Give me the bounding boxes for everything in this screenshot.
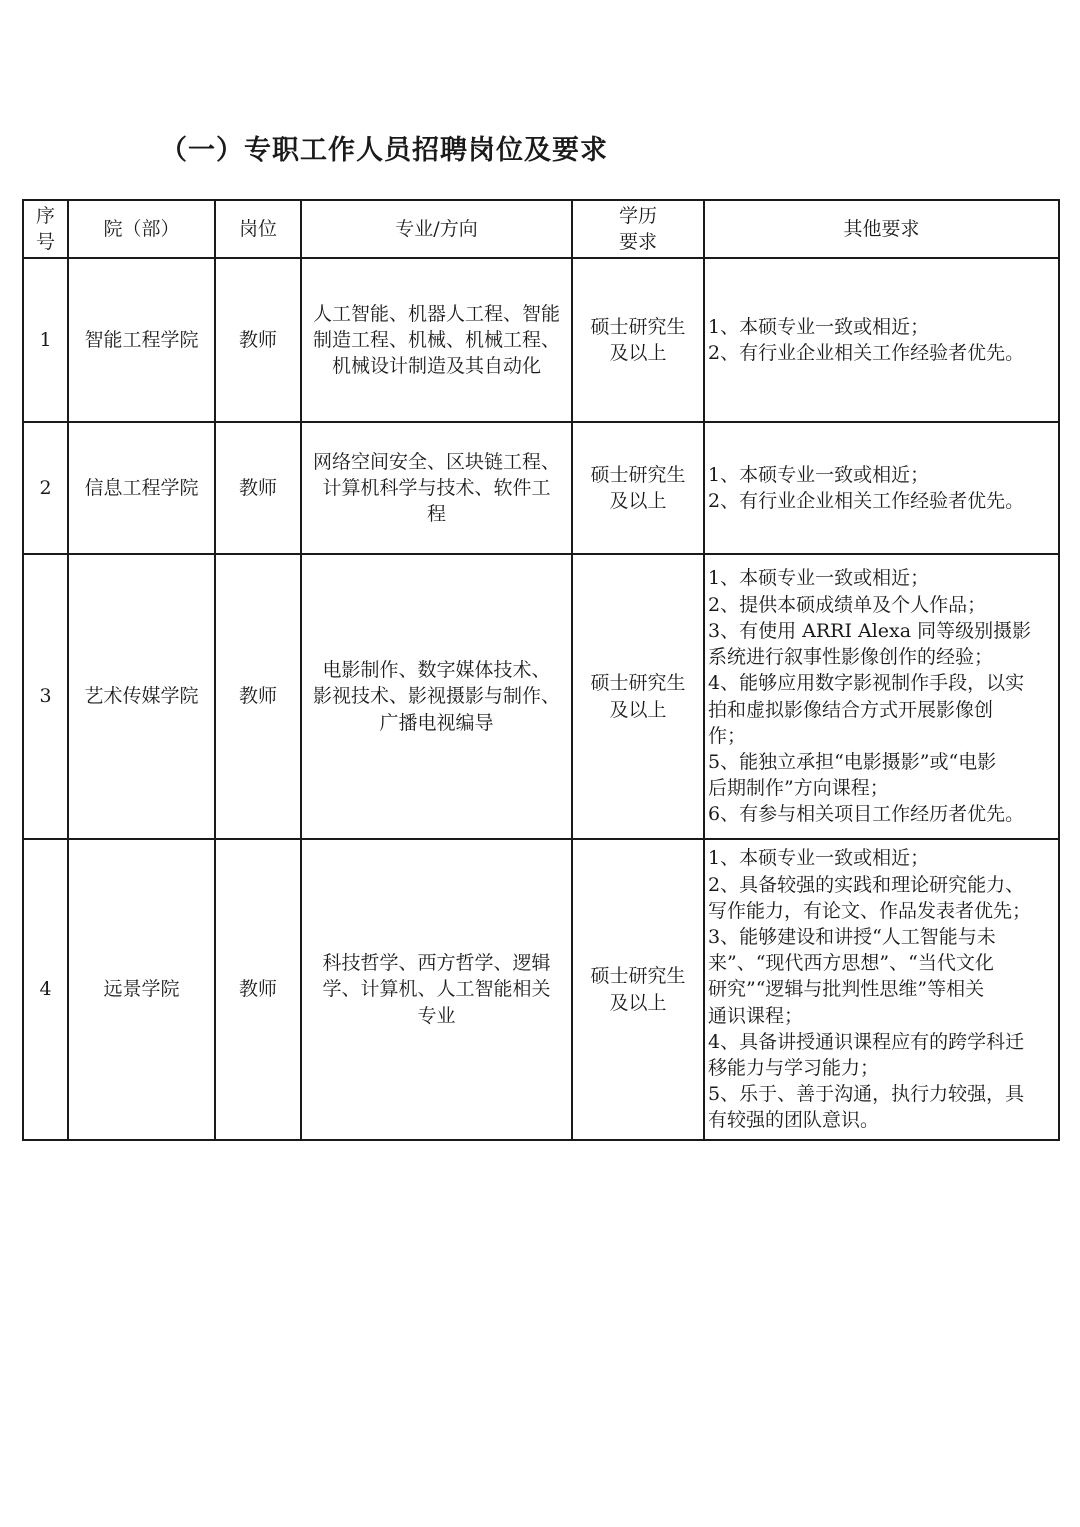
- cell-other-line: 1、本硕专业一致或相近；: [708, 847, 930, 870]
- cell-other-line: 3、有使用 ARRI Alexa 同等级别摄影: [708, 619, 1032, 642]
- cell-education-line: 及以上: [609, 342, 667, 364]
- cell-other-line: 写作能力，有论文、作品发表者优先；: [708, 899, 1032, 922]
- cell-other-line: 1、本硕专业一致或相近；: [708, 315, 930, 338]
- cell-major-line: 电影制作、数字媒体技术、: [322, 659, 551, 682]
- cell-other-line: 研究”“逻辑与批判性思维”等相关: [708, 978, 985, 1001]
- cell-seq: 3: [23, 554, 68, 839]
- cell-education-line: 硕士研究生: [590, 672, 686, 695]
- cell-other: [704, 839, 1059, 1140]
- cell-education-line: 硕士研究生: [590, 965, 686, 988]
- cell-education: [572, 422, 704, 554]
- cell-major-line: 人工智能、机器人工程、智能: [312, 302, 560, 325]
- cell-other-line: 有较强的团队意识。: [708, 1109, 880, 1132]
- cell-position: 教师: [215, 839, 301, 1140]
- cell-education-line: 及以上: [609, 698, 667, 721]
- cell-other-line: 2、有行业企业相关工作经验者优先。: [708, 490, 1025, 512]
- header-seq: 序 号: [23, 200, 68, 258]
- cell-dept: 智能工程学院: [68, 258, 215, 422]
- cell-education-line: 硕士研究生: [590, 463, 686, 486]
- cell-other-line: 5、能独立承担“电影摄影”或“电影: [708, 750, 997, 773]
- cell-position: 教师: [215, 258, 301, 422]
- cell-other-line: 1、本硕专业一致或相近；: [708, 463, 930, 486]
- cell-other-line: 来”、“现代西方思想”、“当代文化: [708, 952, 994, 975]
- cell-education-line: 及以上: [609, 490, 667, 512]
- cell-other-line: 2、具备较强的实践和理论研究能力、: [708, 873, 1025, 896]
- cell-seq: 1: [23, 258, 68, 422]
- section-title: （一）专职工作人员招聘岗位及要求: [160, 135, 608, 166]
- cell-dept: 艺术传媒学院: [68, 554, 215, 839]
- cell-other-line: 移能力与学习能力；: [708, 1057, 880, 1080]
- cell-other-line: 4、能够应用数字影视制作手段，以实: [708, 672, 1025, 695]
- cell-major-line: 程: [426, 503, 446, 526]
- header-education: 学历 要求: [572, 200, 704, 258]
- cell-other-line: 2、提供本硕成绩单及个人作品；: [708, 593, 987, 616]
- cell-dept: 信息工程学院: [68, 422, 215, 554]
- cell-major-line: 制造工程、机械、机械工程、: [312, 328, 560, 351]
- cell-other-line: 2、有行业企业相关工作经验者优先。: [708, 342, 1025, 364]
- cell-major-line: 网络空间安全、区块链工程、: [312, 450, 560, 473]
- cell-other: [704, 554, 1059, 839]
- cell-other-line: 3、能够建设和讲授“人工智能与未: [708, 925, 996, 948]
- cell-other-line: 5、乐于、善于沟通，执行力较强，具: [708, 1083, 1025, 1106]
- cell-other-line: 后期制作”方向课程；: [708, 777, 889, 800]
- table-row: [23, 839, 1059, 1140]
- cell-major: [301, 422, 572, 554]
- cell-education: [572, 554, 704, 839]
- cell-major: [301, 258, 572, 422]
- cell-other-line: 4、具备讲授通识课程应有的跨学科迁: [708, 1030, 1025, 1053]
- cell-education-line: 硕士研究生: [590, 315, 686, 338]
- cell-position: 教师: [215, 554, 301, 839]
- cell-education: [572, 258, 704, 422]
- table-row: [23, 258, 1059, 422]
- header-major: 专业/方向: [301, 200, 572, 258]
- cell-education: [572, 839, 704, 1140]
- cell-education-line: 及以上: [609, 991, 667, 1014]
- cell-major-line: 学、计算机、人工智能相关: [322, 978, 551, 1001]
- header-row: [23, 200, 1059, 258]
- cell-other-line: 1、本硕专业一致或相近；: [708, 567, 930, 590]
- cell-other-line: 6、有参与相关项目工作经历者优先。: [708, 803, 1025, 826]
- cell-seq: 2: [23, 422, 68, 554]
- cell-other-line: 拍和虚拟影像结合方式开展影像创: [708, 698, 994, 721]
- cell-major-line: 科技哲学、西方哲学、逻辑: [322, 952, 551, 975]
- cell-other-line: 通识课程；: [708, 1004, 804, 1027]
- table-row: [23, 422, 1059, 554]
- header-other: 其他要求: [704, 200, 1059, 258]
- table-row: [23, 554, 1059, 839]
- cell-other-line: 系统进行叙事性影像创作的经验；: [708, 646, 994, 669]
- recruitment-table: [22, 199, 1060, 1141]
- cell-major-line: 广播电视编导: [379, 711, 494, 734]
- cell-major-line: 影视技术、影视摄影与制作、: [312, 685, 560, 708]
- cell-major-line: 机械设计制造及其自动化: [331, 355, 541, 378]
- header-dept: 院（部）: [68, 200, 215, 258]
- cell-other: [704, 422, 1059, 554]
- cell-position: 教师: [215, 422, 301, 554]
- cell-seq: 4: [23, 839, 68, 1140]
- cell-major: [301, 554, 572, 839]
- cell-major: [301, 839, 572, 1140]
- cell-major-line: 专业: [417, 1004, 456, 1027]
- cell-dept: 远景学院: [68, 839, 215, 1140]
- cell-major-line: 计算机科学与技术、软件工: [322, 476, 551, 499]
- cell-other-line: 作；: [708, 724, 747, 747]
- cell-other: [704, 258, 1059, 422]
- header-position: 岗位: [215, 200, 301, 258]
